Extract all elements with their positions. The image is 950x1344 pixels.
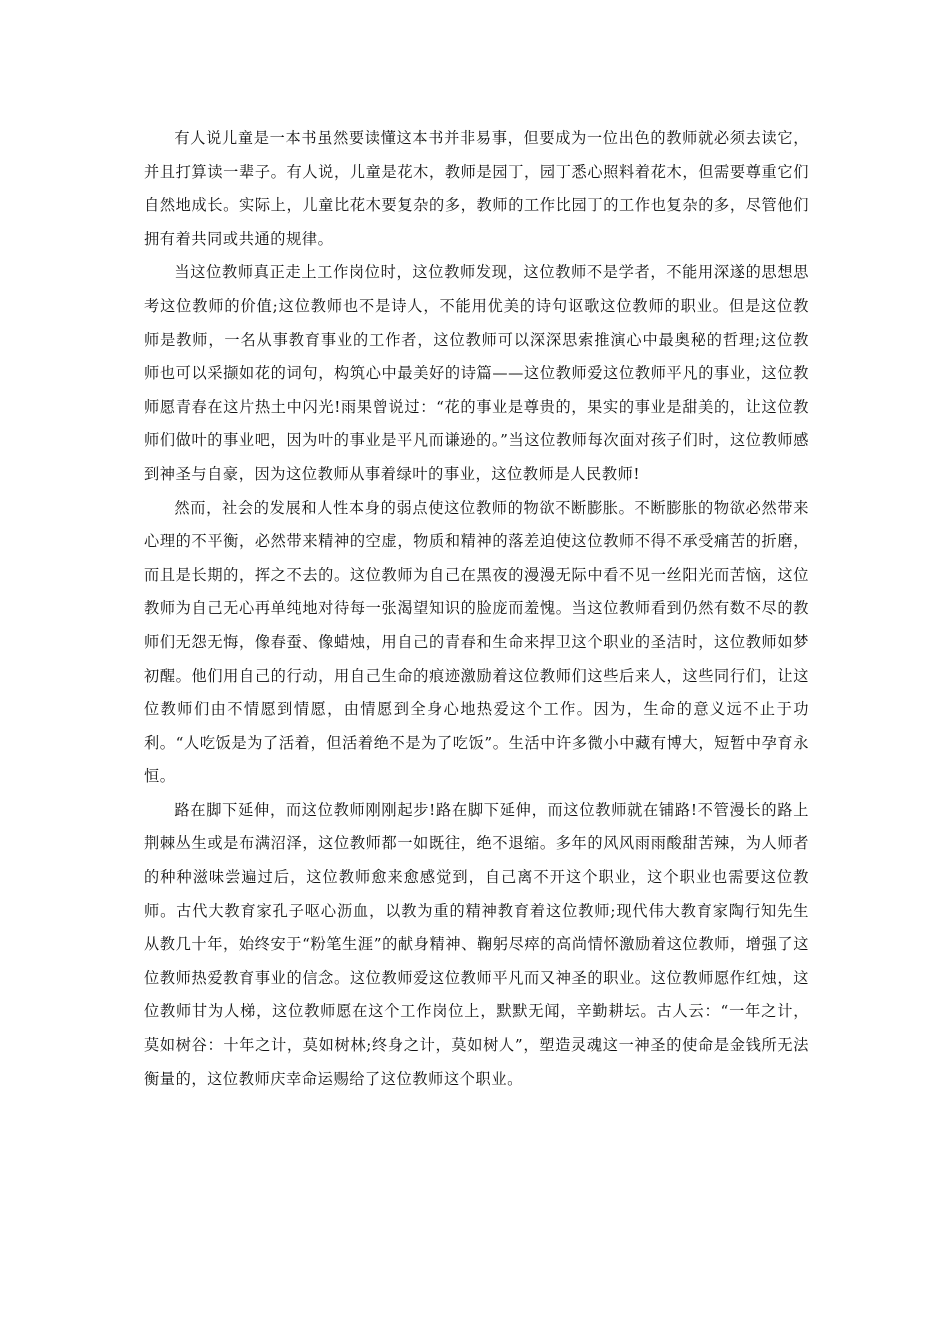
paragraph-1: 有人说儿童是一本书虽然要读懂这本书并非易事，但要成为一位出色的教师就必须去读它，并且打算读一辈子。有人说，儿童是花木，教师是园丁，园丁悉心照料着花木，但需要尊重它们自然地成长。实际上，儿童比花木要复杂的多，教师的工作比园丁的工作也复杂的多，尽管他们拥有着共同或共通的规律。: [144, 129, 809, 248]
document-body: [144, 122, 809, 1096]
paragraph-3: 然而，社会的发展和人性本身的弱点使这位教师的物欲不断膨胀。不断膨胀的物欲必然带来心理的不平衡，必然带来精神的空虚，物质和精神的落差迫使这位教师不得不承受痛苦的折磨，而且是长期的，挥之不去的。这位教师为自己在黑夜的漫漫无际中看不见一丝阳光而苦恼，这位教师为自己无心再单纯地对待每一张渴望知识的脸庞而羞愧。当这位教师看到仍然有数不尽的教师们无怨无悔，像春蚕、像蜡烛，用自己的青春和生命来捍卫这个职业的圣洁时，这位教师如梦初醒。他们用自己的行动，用自己生命的痕迹激励着这位教师们这些后来人，这些同行们，让这位教师们由不情愿到情愿，由情愿到全身心地热爱这个工作。因为，生命的意义远不止于功利。“人吃饭是为了活着，但活着绝不是为了吃饭”。生活中许多微小中藏有博大，短暂中孕育永恒。: [144, 498, 809, 786]
paragraph-2: 当这位教师真正走上工作岗位时，这位教师发现，这位教师不是学者，不能用深遂的思想思考这位教师的价值;这位教师也不是诗人，不能用优美的诗句讴歌这位教师的职业。但是这位教师是教师，一名从事教育事业的工作者，这位教师可以深深思索推演心中最奥秘的哲理;这位教师也可以采撷如花的词句，构筑心中最美好的诗篇——这位教师爱这位教师平凡的事业，这位教师愿青春在这片热土中闪光!雨果曾说过：“花的事业是尊贵的，果实的事业是甜美的，让这位教师们做叶的事业吧，因为叶的事业是平凡而谦逊的。”当这位教师每次面对孩子们时，这位教师感到神圣与自豪，因为这位教师从事着绿叶的事业，这位教师是人民教师!: [144, 263, 809, 483]
paragraph-4: 路在脚下延伸，而这位教师刚刚起步!路在脚下延伸，而这位教师就在铺路!不管漫长的路上荆棘丛生或是布满沼泽，这位教师都一如既往，绝不退缩。多年的风风雨雨酸甜苦辣，为人师者的种种滋味尝遍过后，这位教师愈来愈感觉到，自己离不开这个职业，这个职业也需要这位教师。古代大教育家孔子呕心沥血，以教为重的精神教育着这位教师;现代伟大教育家陶行知先生从教几十年，始终安于“粉笔生涯”的献身精神、鞠躬尽瘁的高尚情怀激励着这位教师，增强了这位教师热爱教育事业的信念。这位教师爱这位教师平凡而又神圣的职业。这位教师愿作红烛，这位教师甘为人梯，这位教师愿在这个工作岗位上，默默无闻，辛勤耕坛。古人云：“一年之计，莫如树谷：十年之计，莫如树林;终身之计，莫如树人”，塑造灵魂这一神圣的使命是金钱所无法衡量的，这位教师庆幸命运赐给了这位教师这个职业。: [144, 800, 809, 1088]
